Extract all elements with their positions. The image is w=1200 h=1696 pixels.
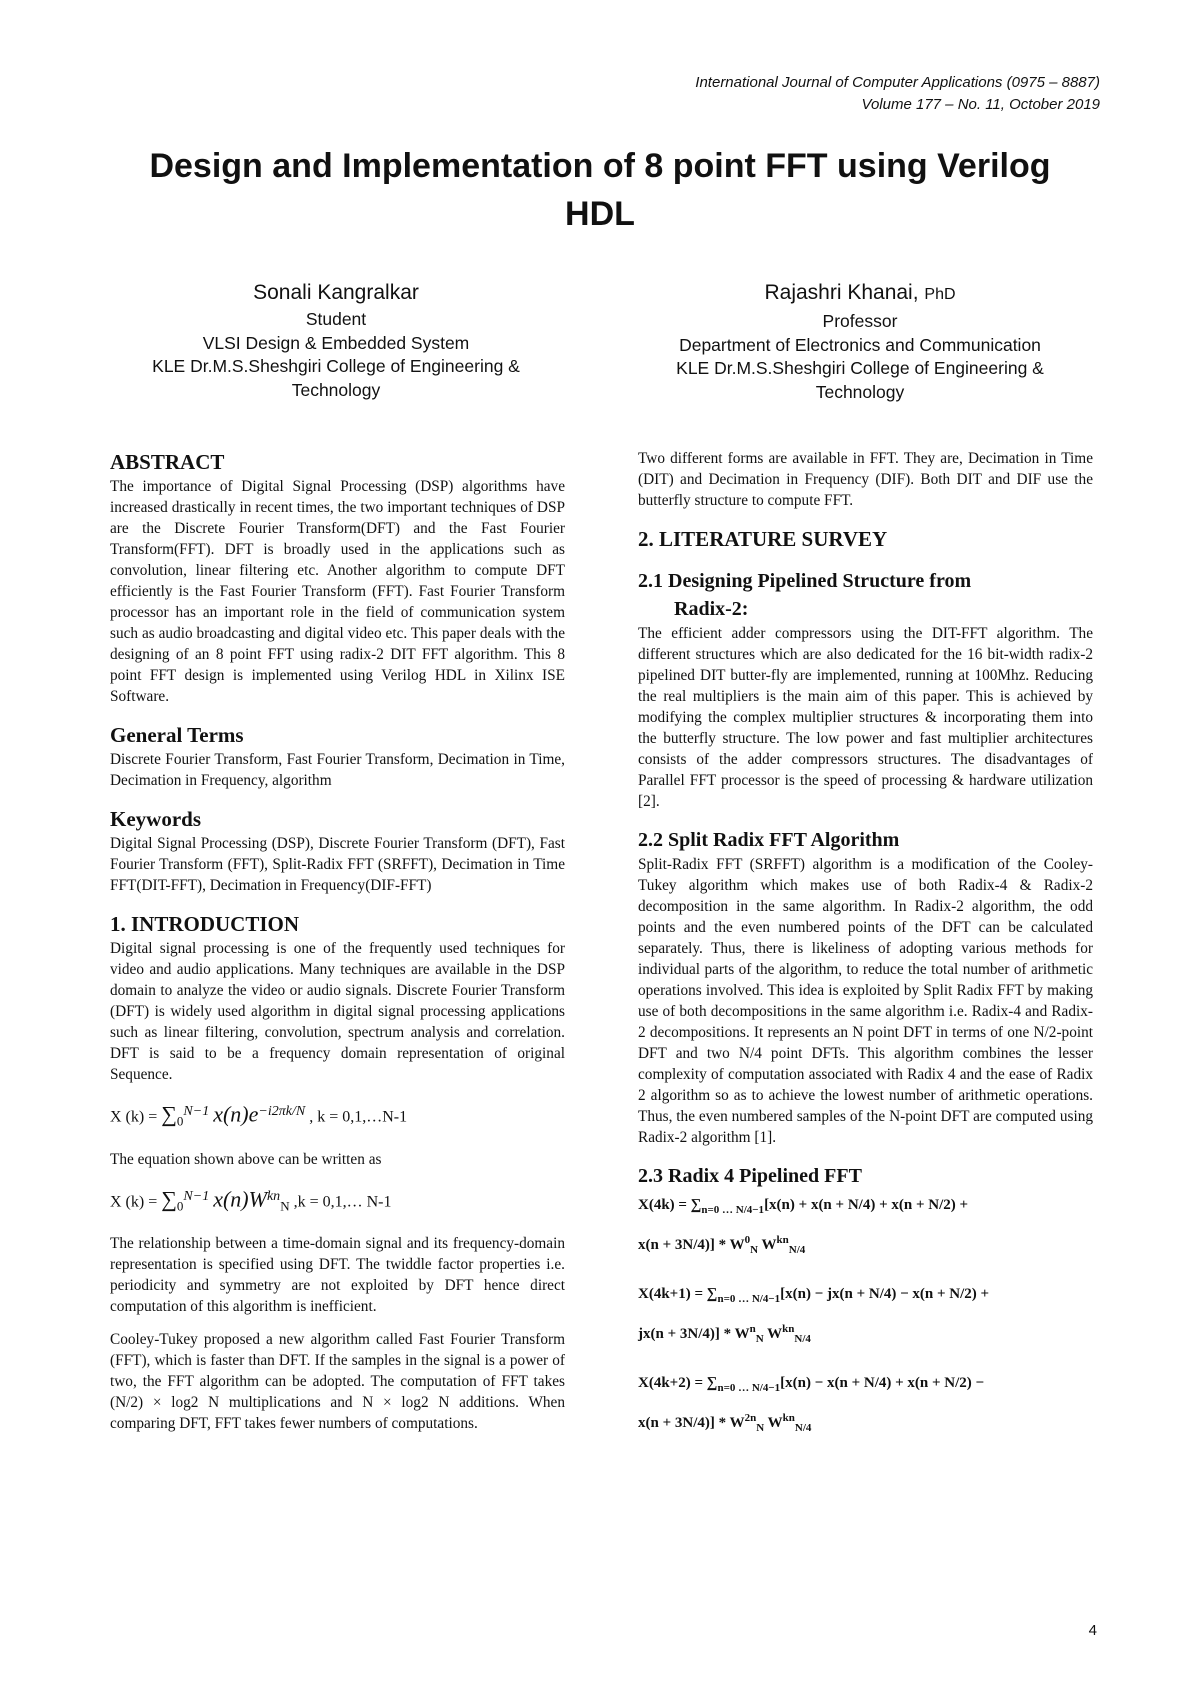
section-2-3-heading: 2.3 Radix 4 Pipelined FFT bbox=[638, 1165, 862, 1187]
radix4-equation-x4k1: $X(4k+1) = \sum_{n=0 \dots N/4-1}[x(n) - jx(n + N/4) - x(n + N/2)$ + $jx(n + 3N/4)] * W^n_N$ $W^{kn}_{N/4}$ bbox=[638, 1286, 990, 1345]
general-terms-text: Discrete Fourier Transform, Fast Fourier Transform, Decimation in Time, Decimation in Frequency, algorithm bbox=[110, 751, 565, 789]
right-column bbox=[638, 448, 1093, 1443]
author-name: Sonali Kangralkar bbox=[253, 281, 419, 304]
dft-twiddle-equation: X $(k) = \sum_0^{N-1}$ $x(n)W^{kn}_N$ ,k = 0,1,… N-1 bbox=[110, 1185, 392, 1214]
author-role: Student bbox=[305, 309, 367, 329]
author-role: Professor bbox=[822, 311, 898, 331]
author-block-1 bbox=[106, 278, 566, 402]
author-institution-cont: Technology bbox=[815, 381, 905, 402]
title-line-1: Design and Implementation of 8 point FFT using Verilog bbox=[149, 147, 1051, 185]
radix4-equation-x4k: $X(4k) = \sum_{n=0 \dots N/4-1}[x(n) + x(n + N/4) + x(n + N/2)$ + $x(n + 3N/4)] * W^0_N$ $W^{kn}_{N/4}$ bbox=[638, 1197, 969, 1256]
title-line-2: HDL bbox=[565, 195, 635, 233]
author-institution: KLE Dr.M.S.Sheshgiri College of Engineering & bbox=[676, 358, 1044, 378]
author-name-line bbox=[630, 278, 1090, 310]
abstract-heading: ABSTRACT bbox=[110, 450, 225, 474]
intro-paragraph-1: Digital signal processing is one of the frequently used techniques for video and audio applications. Many techniques are available in the DSP domain to analyze the video or audio signals. Discrete Fourier Transform (DFT) is widely used algorithm in digital signal processing applications such as linear filtering, convolution, spectrum analysis and correlation. DFT is said to be a frequency domain representation of original Sequence. bbox=[110, 940, 565, 1083]
keywords-text: Digital Signal Processing (DSP), Discrete Fourier Transform (DFT), Fast Fourier Transform (FFT), Split-Radix FFT (SRFFT), Decimation in Time FFT(DIT-FFT), Decimation in Frequency(DIF-FFT) bbox=[110, 835, 565, 894]
paper-title bbox=[100, 142, 1100, 238]
section-2-1-text: The efficient adder compressors using the DIT-FFT algorithm. The different structures which are also dedicated for the 16 bit-width radix-2 pipelined DIT butter-fly are implemented, running at 100Mhz. Reducing the real multipliers is the main aim of this paper. This is achieved by modifying the complex multiplier structures & incorporating them into the butterfly structure. The low power and fast multiplier architectures consists of the adder compressors structures. The disadvantages of Parallel FFT processor is the speed of processing & hardware utilization [2]. bbox=[638, 625, 1093, 810]
author-department: VLSI Design & Embedded System bbox=[202, 332, 470, 353]
author-block-2 bbox=[630, 278, 1090, 404]
page-number: 4 bbox=[1088, 1622, 1097, 1639]
section-2-2-text: Split-Radix FFT (SRFFT) algorithm is a modification of the Cooley-Tukey algorithm which makes use of both Radix-4 & Radix-2 decomposition in the same algorithm. In Radix-2 algorithm, the odd points and the even numbered points of the DFT can be calculated separately. Thus, there is likeliness of adopting various methods for individual parts of the algorithm, to reduce the total number of arithmetic operations involved. This idea is exploited by Split Radix FFT by making use of both decompositions in the same algorithm i.e. Radix-4 and Radix-2 decompositions. It represents an N point DFT in terms of one N/2-point DFT and two N/4 point DFTs. This algorithm combines the lesser complexity of computation associated with Radix 4 and the ease of Radix 2 algorithm so as to achieve the lowest number of arithmetic operations. Thus, the even numbered samples of the N-point DFT are computed using Radix-2 algorithm [1]. bbox=[638, 856, 1093, 1146]
intro-paragraph-3: The relationship between a time-domain signal and its frequency-domain representation is specified using DFT. The twiddle factor properties i.e. periodicity and symmetry are not exploited by DFT hence direct computation of this algorithm is inefficient. bbox=[110, 1235, 565, 1316]
left-column bbox=[110, 448, 565, 1434]
dft-equation: X $(k) = \sum_0^{N-1}$ $x(n)e^{-i2\pi k/N}$ , k = 0,1,…N-1 bbox=[110, 1101, 408, 1129]
abstract-text: The importance of Digital Signal Processing (DSP) algorithms have increased drastically in recent times, the two important techniques of DSP are the Discrete Fourier Transform(DFT) and the Fast Fourier Transform(FFT). DFT is broadly used in the applications such as convolution, linear filtering etc. Another algorithm to compute DFT efficiently is the Fast Fourier Transform (FFT). Fast Fourier Transform processor has an important role in the field of communication system such as audio broadcasting and digital video etc. This paper deals with the designing of an 8 point FFT using radix-2 DIT FFT algorithm. This 8 point FFT design is implemented using Verilog HDL in Xilinx ISE Software. bbox=[110, 478, 565, 705]
radix4-equation-x4k2: $X(4k+2) = \sum_{n=0 \dots N/4-1}[x(n) - x(n + N/4) + x(n + N/2)$ − $x(n + 3N/4)] * W^{2n}_N$ $W^{kn}_{N/4}$ bbox=[638, 1375, 985, 1434]
journal-header bbox=[695, 72, 1100, 116]
author-institution-cont: Technology bbox=[291, 379, 381, 400]
section-2-2-heading: 2.2 Split Radix FFT Algorithm bbox=[638, 829, 900, 851]
journal-volume: Volume 177 – No. 11, October 2019 bbox=[861, 96, 1100, 113]
section-2-1-heading: 2.1 Designing Pipelined Structure from Radix-2: bbox=[638, 570, 972, 620]
intro-paragraph-2: The equation shown above can be written as bbox=[110, 1150, 382, 1168]
fft-forms-paragraph: Two different forms are available in FFT. They are, Decimation in Time (DIT) and Decimation in Frequency (DIF). Both DIT and DIF use the butterfly structure to compute FFT. bbox=[638, 450, 1093, 509]
intro-paragraph-4: Cooley-Tukey proposed a new algorithm called Fast Fourier Transform (FFT), which is faster than DFT. If the samples in the signal is a power of two, the FFT algorithm can be adopted. The computation of FFT takes (N/2) × log2 N multiplications and N × log2 N additions. When comparing DFT, FFT takes fewer numbers of computations. bbox=[110, 1331, 565, 1433]
literature-survey-heading: 2. LITERATURE SURVEY bbox=[638, 527, 888, 551]
keywords-heading: Keywords bbox=[110, 807, 201, 831]
author-institution: KLE Dr.M.S.Sheshgiri College of Engineering & bbox=[152, 356, 520, 376]
journal-name: International Journal of Computer Applications (0975 – 8887) bbox=[695, 74, 1100, 91]
author-name: Rajashri Khanai, bbox=[764, 281, 919, 304]
author-degree: PhD bbox=[924, 286, 956, 303]
author-department: Department of Electronics and Communication bbox=[679, 334, 1041, 355]
introduction-heading: 1. INTRODUCTION bbox=[110, 912, 300, 936]
general-terms-heading: General Terms bbox=[110, 723, 244, 747]
